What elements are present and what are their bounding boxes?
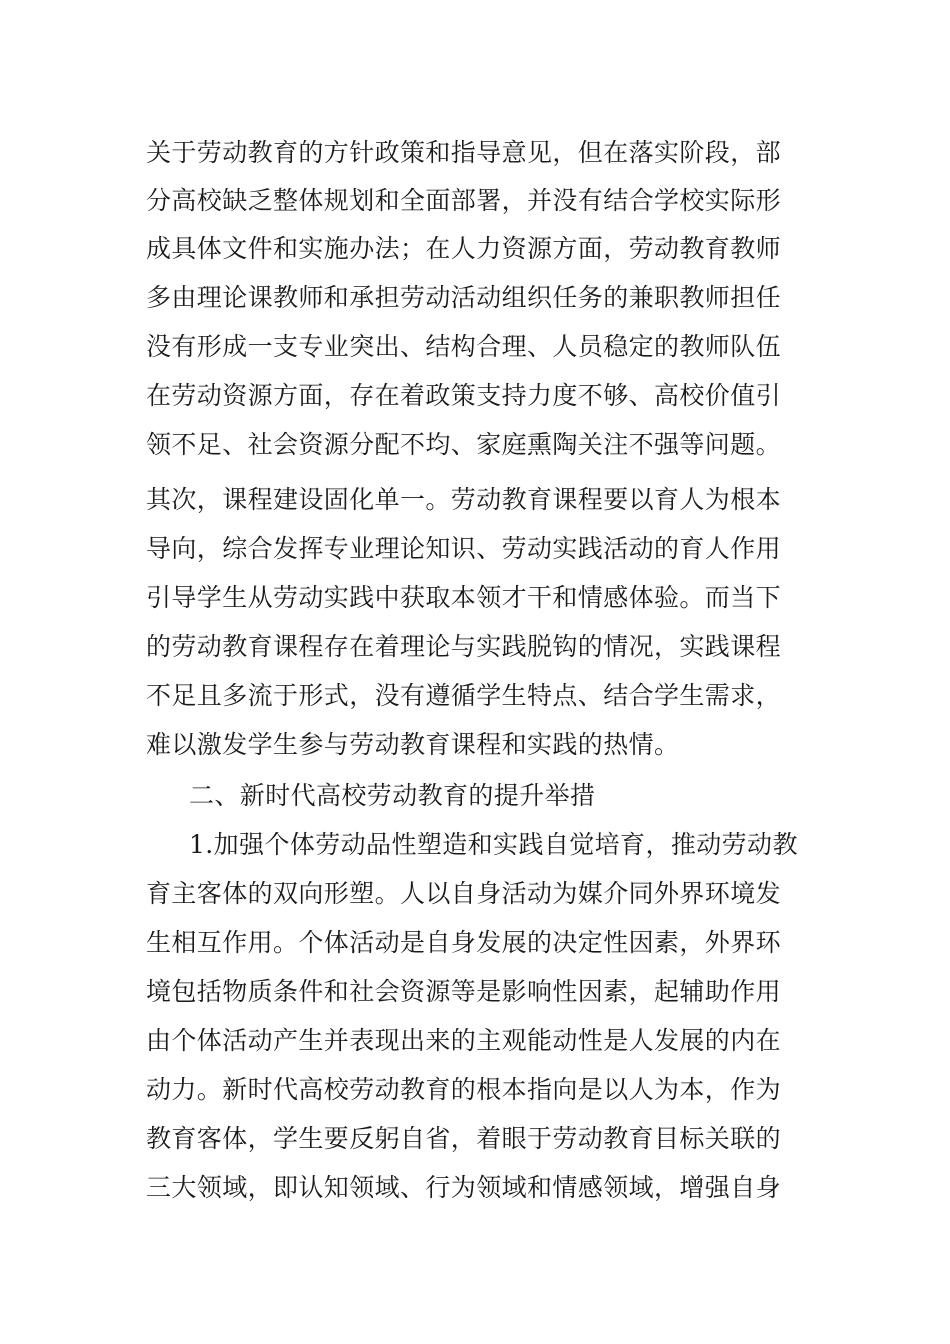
text-line: 其次，课程建设固化单一。劳动教育课程要以育人为根本 — [146, 485, 782, 514]
text-line: 导向，综合发挥专业理论知识、劳动实践活动的育人作用 — [146, 534, 782, 563]
text-line: 育主客体的双向形塑。人以自身活动为媒介同外界环境发 — [146, 879, 782, 908]
text-line: 不足且多流于形式，没有遵循学生特点、结合学生需求， — [146, 681, 782, 710]
text-line: 动力。新时代高校劳动教育的根本指向是以人为本，作为 — [146, 1075, 782, 1104]
text-line: 成具体文件和实施办法；在人力资源方面，劳动教育教师 — [146, 234, 782, 263]
text-line: 多由理论课教师和承担劳动活动组织任务的兼职教师担任 — [146, 283, 782, 312]
text-line: 关于劳动教育的方针政策和指导意见，但在落实阶段，部 — [146, 138, 782, 167]
text-line: 没有形成一支专业突出、结构合理、人员稳定的教师队伍 — [146, 332, 782, 361]
text-line: 由个体活动产生并表现出来的主观能动性是人发展的内在 — [146, 1026, 782, 1055]
text-line: 分高校缺乏整体规划和全面部署，并没有结合学校实际形 — [146, 186, 782, 215]
text-line: 领不足、社会资源分配不均、家庭熏陶关注不强等问题。 — [146, 430, 782, 459]
text-line: 生相互作用。个体活动是自身发展的决定性因素，外界环 — [146, 928, 782, 957]
text-line: 的劳动教育课程存在着理论与实践脱钩的情况，实践课程 — [146, 632, 782, 661]
text-line: 三大领域，即认知领域、行为领域和情感领域，增强自身 — [146, 1173, 782, 1202]
text-line: 在劳动资源方面，存在着政策支持力度不够、高校价值引 — [146, 381, 782, 410]
text-line: 引导学生从劳动实践中获取本领才干和情感体验。而当下 — [146, 583, 782, 612]
text-line: 1.加强个体劳动品性塑造和实践自觉培育，推动劳动教 — [189, 830, 798, 859]
text-line: 境包括物质条件和社会资源等是影响性因素，起辅助作用 — [146, 977, 782, 1006]
text-line: 教育客体，学生要反躬自省，着眼于劳动教育目标关联的 — [146, 1124, 782, 1153]
section-heading: 二、新时代高校劳动教育的提升举措 — [189, 781, 596, 810]
text-line: 难以激发学生参与劳动教育课程和实践的热情。 — [146, 730, 680, 759]
